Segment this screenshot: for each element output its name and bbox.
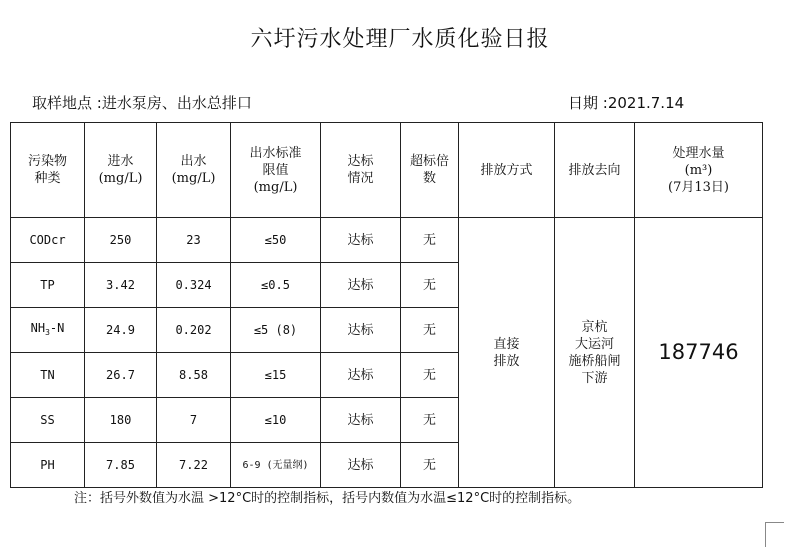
cell-discharge-method: 直接 排放 xyxy=(459,218,555,488)
cell-pollutant xyxy=(11,308,85,353)
cell-outflow: 0.202 xyxy=(157,308,231,353)
cell-outflow: 23 xyxy=(157,218,231,263)
cell-inflow: 250 xyxy=(85,218,157,263)
cell-discharge-destination: 京杭 大运河 施桥船闸 下游 xyxy=(555,218,635,488)
cell-exceed: 无 xyxy=(401,263,459,308)
cell-compliance: 达标 xyxy=(321,308,401,353)
cell-outflow: 8.58 xyxy=(157,353,231,398)
sampling-site: 取样地点 :进水泵房、出水总排口 xyxy=(32,94,252,112)
cell-pollutant: TP xyxy=(11,263,85,308)
cell-exceed: 无 xyxy=(401,443,459,488)
cell-compliance: 达标 xyxy=(321,218,401,263)
cell-volume: 187746 xyxy=(635,218,763,488)
cell-inflow: 24.9 xyxy=(85,308,157,353)
cell-outflow: 0.324 xyxy=(157,263,231,308)
pollutant-main: NH xyxy=(30,320,46,335)
cell-pollutant: SS xyxy=(11,398,85,443)
header-discharge-destination: 排放去向 xyxy=(555,123,635,218)
cell-outflow: 7 xyxy=(157,398,231,443)
report-date: 日期 :2021.7.14 xyxy=(568,94,685,112)
header-compliance: 达标 情况 xyxy=(321,123,401,218)
header-pollutant: 污染物 种类 xyxy=(11,123,85,218)
cell-exceed: 无 xyxy=(401,353,459,398)
header-standard: 出水标准 限值 (mg/L) xyxy=(231,123,321,218)
header-row xyxy=(11,123,763,218)
corner-crop-mark xyxy=(765,522,784,547)
report-title: 六圩污水处理厂水质化验日报 xyxy=(250,27,550,52)
table-row xyxy=(11,218,763,263)
cell-exceed: 无 xyxy=(401,218,459,263)
cell-standard: ≤5 (8) xyxy=(231,308,321,353)
cell-standard: 6-9 (无量纲) xyxy=(231,443,321,488)
pollutant-tail: -N xyxy=(49,320,65,335)
cell-compliance: 达标 xyxy=(321,398,401,443)
cell-inflow: 180 xyxy=(85,398,157,443)
cell-standard: ≤50 xyxy=(231,218,321,263)
footnote: 注：括号外数值为水温 >12°C时的控制指标，括号内数值为水温≤12°C时的控制指标。 xyxy=(74,491,581,506)
cell-pollutant: CODcr xyxy=(11,218,85,263)
pollutant-subscript: 3 xyxy=(45,327,50,337)
cell-pollutant: TN xyxy=(11,353,85,398)
header-volume: 处理水量 (m³) (7月13日) xyxy=(635,123,763,218)
cell-compliance: 达标 xyxy=(321,443,401,488)
header-inflow: 进水 (mg/L) xyxy=(85,123,157,218)
cell-pollutant: PH xyxy=(11,443,85,488)
cell-exceed: 无 xyxy=(401,398,459,443)
cell-compliance: 达标 xyxy=(321,263,401,308)
cell-inflow: 7.85 xyxy=(85,443,157,488)
water-quality-table xyxy=(10,122,763,488)
cell-inflow: 26.7 xyxy=(85,353,157,398)
header-outflow: 出水 (mg/L) xyxy=(157,123,231,218)
cell-compliance: 达标 xyxy=(321,353,401,398)
cell-inflow: 3.42 xyxy=(85,263,157,308)
cell-exceed: 无 xyxy=(401,308,459,353)
cell-standard: ≤10 xyxy=(231,398,321,443)
header-discharge-method: 排放方式 xyxy=(459,123,555,218)
header-exceed-multiple: 超标倍 数 xyxy=(401,123,459,218)
cell-outflow: 7.22 xyxy=(157,443,231,488)
cell-standard: ≤0.5 xyxy=(231,263,321,308)
cell-standard: ≤15 xyxy=(231,353,321,398)
